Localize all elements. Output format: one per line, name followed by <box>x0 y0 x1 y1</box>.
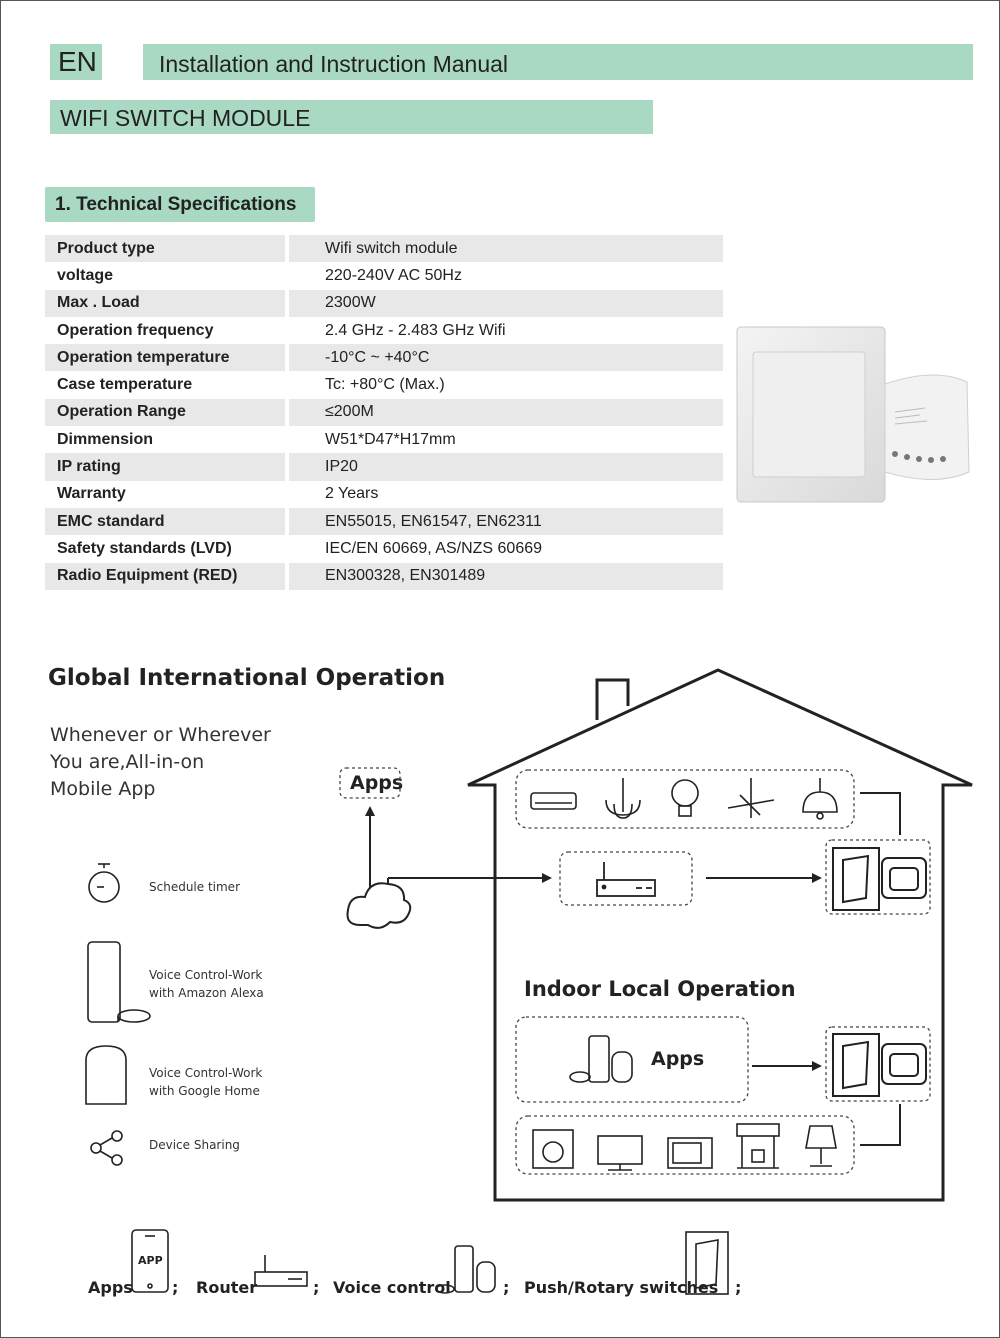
share-icon <box>91 1131 122 1165</box>
spec-value: EN300328, EN301489 <box>287 563 723 590</box>
feature-alexa: Voice Control-Work with Amazon Alexa <box>149 968 264 1000</box>
spec-label: Radio Equipment (RED) <box>45 563 287 590</box>
spec-label: Warranty <box>45 481 287 508</box>
wall-switch-top-icon <box>833 848 879 910</box>
spec-label: Operation Range <box>45 399 287 426</box>
microwave-icon <box>668 1138 712 1168</box>
legend-voice-control: Voice control <box>333 1278 451 1297</box>
spec-value: -10°C ~ +40°C <box>287 344 723 371</box>
router-box <box>560 852 692 905</box>
legend-switches: Push/Rotary switches <box>524 1278 719 1297</box>
connector-bottom <box>860 1104 900 1145</box>
switch-module-bottom-icon <box>882 1044 926 1084</box>
monitor-icon <box>598 1136 642 1170</box>
spec-label: IP rating <box>45 453 287 480</box>
cloud-apps-label: Apps <box>350 772 404 794</box>
timer-icon <box>89 864 119 902</box>
bulb-icon <box>672 780 698 816</box>
operation-title: Global International Operation <box>48 665 446 691</box>
washing-machine-icon <box>533 1130 573 1168</box>
feature-google-home: Voice Control-Work with Google Home <box>149 1066 263 1098</box>
spec-label: Operation frequency <box>45 317 287 344</box>
feature-schedule-timer: Schedule timer <box>149 880 241 894</box>
indoor-apps-label: Apps <box>651 1048 705 1070</box>
spec-section-title: 1. Technical Specifications <box>45 187 315 222</box>
indoor-title: Indoor Local Operation <box>524 977 796 1001</box>
spec-value: IEC/EN 60669, AS/NZS 60669 <box>325 539 543 557</box>
house-outline <box>468 670 972 1200</box>
connector-top <box>860 793 900 835</box>
language-badge: EN <box>50 44 102 80</box>
spec-value: 220-240V AC 50Hz <box>325 266 462 284</box>
operation-subtitle: Whenever or Wherever You are,All-in-on Mobile App <box>50 724 271 800</box>
feature-device-sharing: Device Sharing <box>149 1138 240 1152</box>
spec-value: EN55015, EN61547, EN62311 <box>287 508 723 535</box>
spec-value: 2.4 GHz - 2.483 GHz Wifi <box>325 321 506 339</box>
spec-label: voltage <box>45 262 287 289</box>
chandelier-icon <box>606 778 640 818</box>
google-home-icon <box>86 1046 126 1104</box>
appliances-top-box <box>516 770 854 828</box>
spec-label: Operation temperature <box>45 344 287 371</box>
spec-label: Case temperature <box>45 371 287 398</box>
phone-app-text: APP <box>138 1254 163 1267</box>
coffee-machine-icon <box>737 1124 779 1168</box>
table-lamp-icon <box>806 1126 836 1166</box>
alexa-speaker-icon <box>88 942 150 1022</box>
manual-title: Installation and Instruction Manual <box>143 44 973 80</box>
product-title: WIFI SWITCH MODULE <box>50 100 653 134</box>
spec-label: Dimmension <box>45 426 287 453</box>
wall-switch-bottom-icon <box>833 1034 879 1096</box>
switch-module-top-icon <box>882 858 926 898</box>
spec-value: ≤200M <box>287 399 723 426</box>
spec-label: Product type <box>45 235 287 262</box>
appliances-bottom-box <box>516 1116 854 1174</box>
cloud-icon <box>348 883 411 928</box>
spec-value: 2300W <box>287 290 723 317</box>
spec-value: IP20 <box>287 453 723 480</box>
legend-router: Router <box>196 1278 258 1297</box>
legend-apps: Apps <box>88 1278 133 1297</box>
spec-label: Max . Load <box>45 290 287 317</box>
spec-value: 2 Years <box>325 485 379 503</box>
spec-value: Tc: +80°C (Max.) <box>325 376 445 394</box>
spec-label: Safety standards (LVD) <box>45 535 287 562</box>
ceiling-fan-icon <box>728 778 774 818</box>
spec-value: Wifi switch module <box>287 235 723 262</box>
cloud-apps-box <box>340 768 400 798</box>
indoor-speakers-icon <box>570 1036 632 1082</box>
pendant-lamp-icon <box>803 778 837 819</box>
spec-label: EMC standard <box>45 508 287 535</box>
router-icon <box>597 862 655 896</box>
spec-value: W51*D47*H17mm <box>325 430 456 448</box>
air-conditioner-icon <box>531 793 576 809</box>
router-legend-icon <box>255 1255 307 1286</box>
